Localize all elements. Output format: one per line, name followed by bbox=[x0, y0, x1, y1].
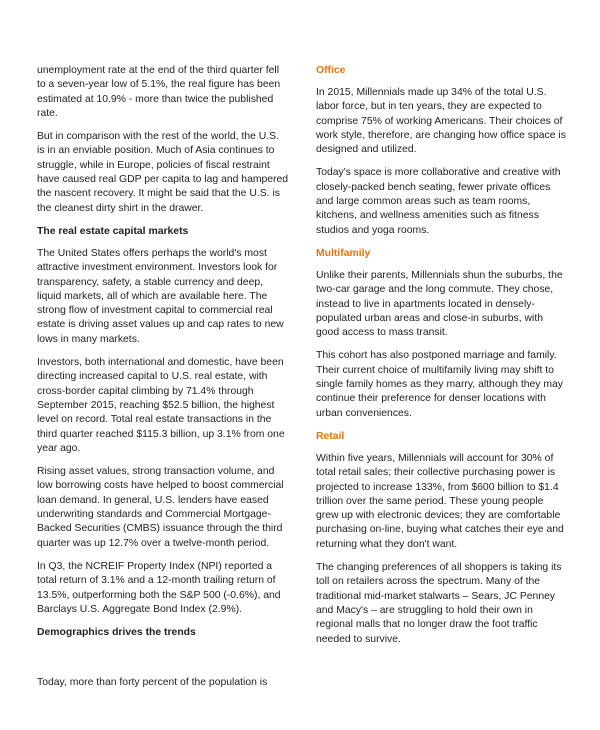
section-heading-demographics: Demographics drives the trends bbox=[37, 627, 196, 639]
paragraph: In 2015, Millennials made up 34% of the total U.S. labor force, but in ten years, they are expected to comprise 75% of working Americans. Their choices of work style, therefore, are changing how office space is designed and utilized. bbox=[316, 87, 566, 156]
paragraph: Unlike their parents, Millennials shun the suburbs, the two-car garage and the long commute. They chose, instead to live in apartments located in densely-populated urban areas and close-in suburbs, with good access to mass transit. bbox=[316, 269, 563, 339]
left-column bbox=[37, 64, 289, 648]
paragraph: Rising asset values, strong transaction volume, and low borrowing costs have helped to boost commercial loan demand. In general, U.S. lenders have eased underwriting standards and Commercial Mortgage-Backed Securities (CMBS) issuance through the third quarter was up 12.7% over a twelve-month period. bbox=[37, 466, 284, 549]
paragraph: Today's space is more collaborative and creative with closely-packed bench seating, fewer private offices and large common areas such as team rooms, kitchens, and wellness amenities such as fitness studios and yoga rooms. bbox=[316, 167, 561, 236]
section-heading-office: Office bbox=[316, 65, 346, 76]
paragraph: Within five years, Millennials will account for 30% of total retail sales; their collective purchasing power is projected to increase 133%, from $600 billion to $1.4 trillion over the same period. These young people grew up with electronic devices; they are comfortable purchasing on-line, buying what catches their eye and returning what they don't want. bbox=[316, 452, 564, 550]
paragraph: But in comparison with the rest of the world, the U.S. is in an enviable position. Much of Asia continues to struggle, while in Europe, policies of fiscal restraint have caused real GDP per capita to lag and hampered the nascent recovery. It might be said that the U.S. is the cleanest dirty shirt in the drawer. bbox=[37, 131, 289, 214]
paragraph: unemployment rate at the end of the third quarter fell to a seven-year low of 5.1%, the real figure has been estimated at 10.9% - more than twice the published rate. bbox=[37, 65, 281, 119]
section-heading-retail: Retail bbox=[316, 430, 345, 442]
paragraph: The United States offers perhaps the world's most attractive investment environment. Investors look for transparency, safety, a stable currency and deep, liquid markets, all of which are available here. The strong flow of investment capital to commercial real estate is driving asset values up and cap rates to new lows in many markets. bbox=[37, 247, 284, 345]
section-heading-multifamily: Multifamily bbox=[316, 247, 371, 259]
paragraph: The changing preferences of all shoppers is taking its toll on retailers across the spectrum. Many of the traditional mid-market stalwarts – Sears, JC Penney and Macy's – are struggling to hold their own in regional malls that no longer draw the foot traffic needed to survive. bbox=[316, 562, 562, 645]
section-heading-capital-markets: The real estate capital markets bbox=[37, 225, 189, 237]
paragraph: This cohort has also postponed marriage and family. Their current choice of multifamily living may shift to single family homes as they marry, although they may continue their preference for denser locations with urban conveniences. bbox=[316, 350, 563, 419]
right-column bbox=[316, 64, 568, 656]
paragraph: In Q3, the NCREIF Property Index (NPI) reported a total return of 3.1% and a 12-month trailing return of 13.5%, outperforming both the S&P 500 (-0.6%), and Barclays U.S. Aggregate Bond Index (2.9%). bbox=[37, 560, 281, 615]
cut-off-text: Today, more than forty percent of the population is bbox=[37, 677, 268, 688]
cut-off-line bbox=[37, 670, 289, 688]
paragraph: Investors, both international and domestic, have been directing increased capital to U.S. real estate, with cross-border capital climbing by 71.4% through September 2015, reaching $52.5 billion, the highest level on record. Total real estate transactions in the third quarter reached $115.3 billion, up 3.1% from one year ago. bbox=[37, 357, 285, 454]
